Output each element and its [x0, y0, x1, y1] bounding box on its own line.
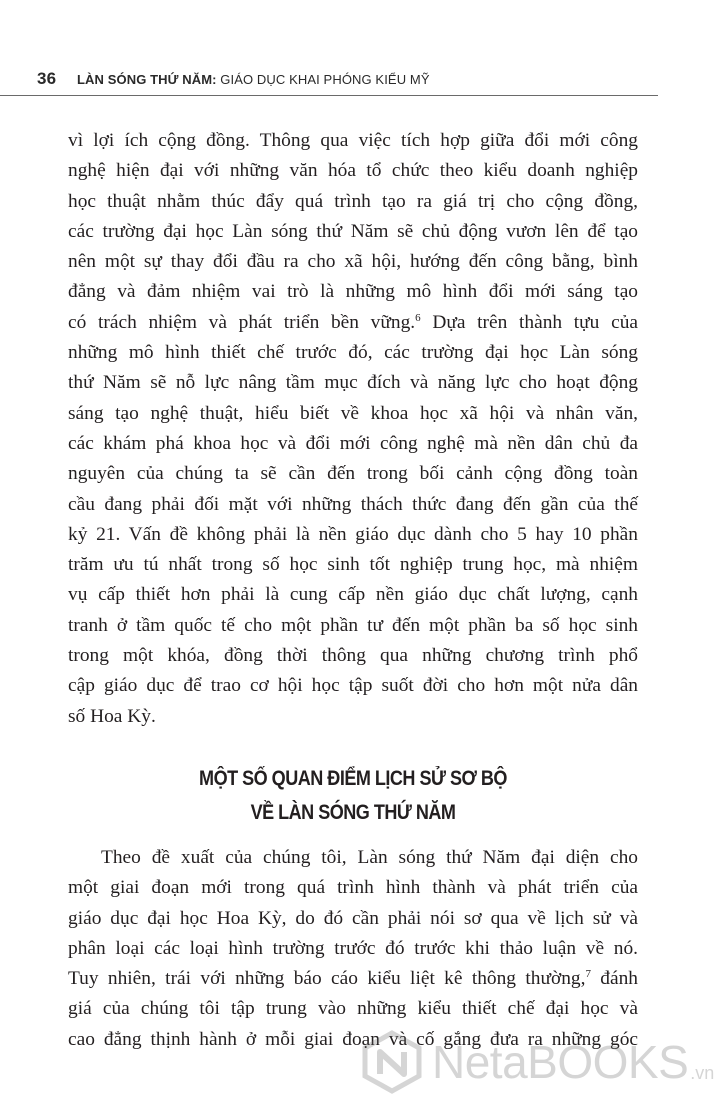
- footnote-marker[interactable]: 6: [415, 311, 421, 324]
- text-line: số Hoa Kỳ.: [68, 705, 156, 727]
- text-line: nên một sự thay đổi đầu ra cho xã hội, hướng đến công bằng, bình: [68, 251, 638, 273]
- running-header-title: [77, 72, 430, 87]
- text-line: cập giáo dục để trao cơ hội học tập suốt đời cho hơn một nửa dân: [68, 675, 638, 697]
- text-line: vì lợi ích cộng đồng. Thông qua việc tích hợp giữa đổi mới công: [68, 130, 638, 151]
- text-line: những mô hình thiết chế trước đó, các trường đại học Làn sóng: [68, 342, 638, 364]
- text-line: nghệ hiện đại với những văn hóa tổ chức theo kiểu doanh nghiệp: [68, 160, 638, 182]
- text-line: giá của chúng tôi tập trung vào những kiểu thiết chế đại học và: [68, 998, 638, 1020]
- watermark-suffix: .vn: [690, 1063, 714, 1083]
- text-line: một giai đoạn mới trong quá trình hình thành và phát triển của: [68, 877, 638, 899]
- text-line: phân loại các loại hình trường trước đó trước khi thảo luận về nó.: [68, 937, 638, 959]
- header-title-rest: GIÁO DỤC KHAI PHÓNG KIỂU MỸ: [216, 72, 430, 87]
- watermark: [360, 1022, 714, 1102]
- netabooks-logo-icon: [360, 1030, 424, 1094]
- watermark-text: NetaBOOKS: [432, 1036, 689, 1088]
- page-number: 36: [37, 69, 57, 88]
- text-line: cầu đang phải đối mặt với những thách thức đang đến gần của thế: [68, 493, 638, 515]
- text-line: sáng tạo nghệ thuật, hiểu biết về khoa học xã hội và nhân văn,: [68, 402, 638, 424]
- text-line: Theo đề xuất của chúng tôi, Làn sóng thứ Năm đại diện cho: [101, 847, 638, 868]
- section-heading: [108, 762, 598, 830]
- text-line: nguyên của chúng ta sẽ cần đến trong bối cảnh cộng đồng toàn: [68, 463, 638, 485]
- text-line: thứ Năm sẽ nỗ lực nâng tầm mục đích và năng lực cho hoạt động: [68, 372, 638, 394]
- text-line: vụ cấp thiết hơn phải là cung cấp nền giáo dục chất lượng, cạnh: [68, 584, 638, 606]
- paragraph-1: [68, 126, 638, 732]
- text-segment: Dựa trên thành tựu của: [420, 311, 638, 333]
- section-heading-line-2: VỀ LÀN SÓNG THỨ NĂM: [250, 801, 456, 824]
- text-line: các khám phá khoa học và đổi mới công nghệ mà nền dân chủ đa: [68, 432, 638, 454]
- text-segment: đánh: [590, 968, 638, 990]
- section-heading-line-1: MỘT SỐ QUAN ĐIỂM LỊCH SỬ SƠ BỘ: [199, 767, 507, 790]
- text-line: đẳng và đảm nhiệm vai trò là những mô hình đổi mới sáng tạo: [68, 281, 638, 303]
- text-segment: Tuy nhiên, trái với những báo cáo kiểu liệt kê thông thường,: [68, 968, 586, 990]
- text-line: giáo dục đại học Hoa Kỳ, do đó cần phải nói sơ qua về lịch sử và: [68, 907, 638, 929]
- text-line: kỷ 21. Vấn đề không phải là nền giáo dục dành cho 5 hay 10 phần: [68, 523, 638, 545]
- running-header: [37, 69, 660, 93]
- text-segment: có trách nhiệm và phát triển bền vững.: [68, 311, 416, 333]
- text-line: trong một khóa, đồng thời thông qua những chương trình phổ: [68, 645, 638, 667]
- text-line: tranh ở tầm quốc tế cho một phần tư đến một phần ba số học sinh: [68, 614, 638, 636]
- text-line-with-footnote: [68, 964, 638, 994]
- text-line-with-footnote: [68, 308, 638, 338]
- header-rule: [0, 95, 658, 96]
- text-line: học thuật nhằm thúc đẩy quá trình tạo ra giá trị cho cộng đồng,: [68, 190, 638, 212]
- header-title-bold: LÀN SÓNG THỨ NĂM:: [77, 72, 217, 87]
- text-line: các trường đại học Làn sóng thứ Năm sẽ chủ động vươn lên để tạo: [68, 220, 638, 242]
- text-line: cao đẳng thịnh hành ở mỗi giai đoạn và cố gắng đưa ra những góc: [68, 1028, 638, 1050]
- text-line: trăm ưu tú nhất trong số học sinh tốt nghiệp trung học, mà nhiệm: [68, 554, 638, 576]
- footnote-marker[interactable]: 7: [585, 968, 591, 981]
